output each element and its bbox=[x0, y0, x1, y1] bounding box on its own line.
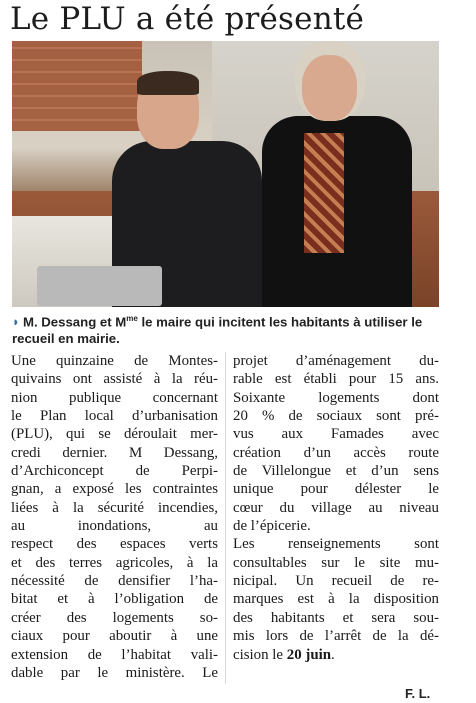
article-column-2 bbox=[233, 352, 439, 664]
column-1-line: d’Archiconcept de Perpi- bbox=[11, 463, 218, 480]
column-2-line: consultables sur le site mu- bbox=[233, 554, 439, 571]
article-headline: Le PLU a été présenté bbox=[10, 1, 365, 37]
column-2-line: rable est établi pour 15 ans. bbox=[233, 371, 439, 388]
column-1-line: au inondations, au bbox=[11, 518, 218, 535]
column-1-line: (PLU), qui se déroulait mer- bbox=[11, 426, 218, 443]
column-1-line: gnan, a exposé les contraintes bbox=[11, 481, 218, 498]
column-2-line: Les renseignements sont bbox=[233, 536, 439, 553]
column-2-line: vus aux Famades avec bbox=[233, 426, 439, 443]
photo-laptop bbox=[37, 266, 162, 306]
column-2-line: des habitants et sera sou- bbox=[233, 609, 439, 626]
column-2-line: 20 % de sociaux sont pré- bbox=[233, 408, 439, 425]
column-2-line: marques est à la disposition bbox=[233, 591, 439, 608]
column-2-line: mis lors de l’arrêt de la dé- bbox=[233, 628, 439, 645]
article-photo bbox=[12, 41, 439, 307]
author-signature: F. L. bbox=[405, 686, 431, 701]
man-hair bbox=[137, 71, 199, 95]
column-1-line: respect des espaces verts bbox=[11, 536, 218, 553]
woman-head bbox=[302, 55, 357, 121]
column-1-line: credi dernier. M Dessang, bbox=[11, 444, 218, 461]
column-2-line: unique pour délester le bbox=[233, 481, 439, 498]
column-1-line: ciaux pour aboutir à une bbox=[11, 628, 218, 645]
column-1-line: Une quinzaine de Montes- bbox=[11, 353, 218, 369]
column-1-line: bitat et à l’obligation de bbox=[11, 591, 218, 608]
column-1-line: créer des logements so- bbox=[11, 609, 218, 626]
column-1-line: le Plan local d’urbanisation bbox=[11, 408, 218, 425]
date-highlight: 20 juin bbox=[286, 646, 332, 663]
column-1-line: nécessité de densifier l’ha- bbox=[11, 573, 218, 590]
caption-superscript: me bbox=[126, 314, 138, 323]
column-2-line: cision le 20 juin. bbox=[233, 646, 335, 663]
column-2-line: projet d’aménagement du- bbox=[233, 353, 439, 369]
column-2-line: nicipal. Un recueil de re- bbox=[233, 573, 439, 590]
column-1-line: extension de l’habitat vali- bbox=[11, 646, 218, 663]
column-1-line: et des terres agricoles, à la bbox=[11, 554, 218, 571]
photo-caption bbox=[12, 310, 439, 347]
column-2-line: cœur du village au niveau bbox=[233, 499, 439, 516]
column-divider bbox=[225, 352, 226, 684]
column-1-line: quivains ont assisté à la réu- bbox=[11, 371, 218, 388]
column-1-line: liées à la sécurité incendies, bbox=[11, 499, 218, 516]
column-1-line: nion publique concernant bbox=[11, 389, 218, 406]
article-column-1 bbox=[11, 352, 218, 682]
caption-text-start: M. Dessang et M bbox=[22, 314, 127, 330]
caption-text-end: le maire qui incitent les habitants à utiliser le recueil en mairie. bbox=[12, 314, 423, 347]
column-1-line: dable par le ministère. Le bbox=[11, 664, 218, 681]
column-2-line: Soixante logements dont bbox=[233, 389, 439, 406]
column-2-line: création d’un accès route bbox=[233, 444, 439, 461]
column-2-line: de l’épicerie. bbox=[233, 518, 311, 535]
caption-marker-icon: ◗ bbox=[12, 314, 20, 330]
woman-blouse bbox=[304, 133, 344, 253]
column-2-line: de Villelongue et d’un sens bbox=[233, 463, 439, 480]
photo-woman bbox=[262, 41, 422, 307]
